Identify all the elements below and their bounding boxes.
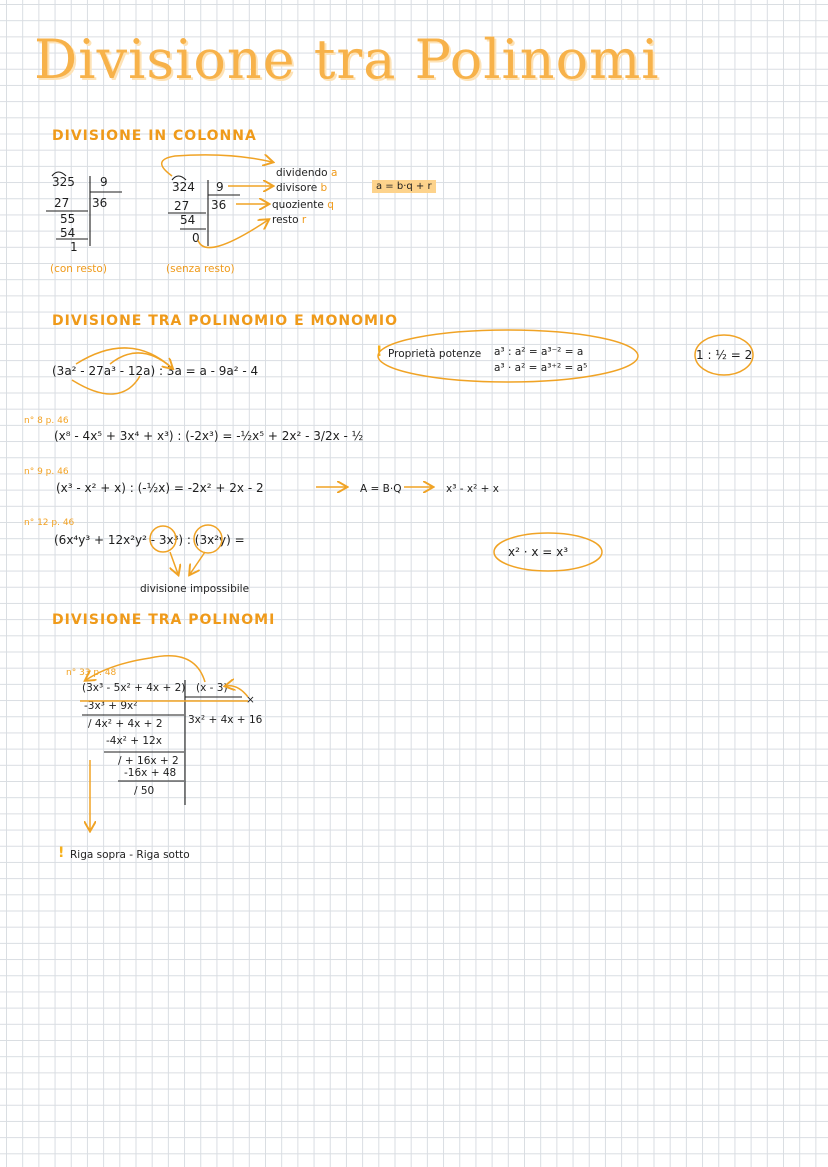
division-step: / 50: [134, 785, 155, 797]
step: 54: [180, 213, 196, 227]
exercise-ref: n° 12 p. 46: [24, 518, 75, 528]
check-result: x³ - x² + x: [446, 483, 499, 495]
dividend: 325: [52, 175, 75, 189]
fraction-outline: [695, 335, 753, 375]
exclamation-icon: !: [58, 845, 65, 861]
dividend: 324: [172, 180, 195, 194]
step: 27: [54, 196, 70, 210]
section-heading-poly-poly: DIVISIONE TRA POLINOMI: [52, 612, 276, 628]
fraction-note: 1 : ½ = 2: [696, 348, 753, 362]
divisor-circle: [194, 525, 222, 553]
long-division-dividend: (3x³ - 5x² + 4x + 2): [82, 682, 186, 694]
check-formula: A = B·Q: [360, 483, 402, 495]
label-divisor: divisore b: [276, 182, 328, 194]
dividend-arc: [172, 176, 186, 180]
label-quotient: quoziente q: [272, 199, 334, 211]
exercise-expression: (x⁸ - 4x⁵ + 3x⁴ + x³) : (-2x³) = -½x⁵ + 2x² - 3/2x - ½: [54, 429, 364, 443]
step: 54: [60, 226, 76, 240]
rule-note: Riga sopra - Riga sotto: [70, 849, 190, 861]
poly-mono-example: (3a² - 27a³ - 12a) : 3a = a - 9a² - 4: [52, 364, 259, 378]
multiply-arrow: [226, 686, 248, 697]
step: 0: [192, 231, 200, 245]
division-step: -16x + 48: [124, 767, 177, 779]
power-outline: [494, 533, 602, 571]
long-division-divisor: (x - 3): [196, 682, 228, 694]
caption-with-rest: (con resto): [50, 263, 107, 275]
property-line-2: a³ · a² = a³⁺² = a⁵: [494, 362, 588, 374]
exercise-ref: n° 9 p. 46: [24, 467, 69, 477]
division-step: / + 16x + 2: [118, 755, 179, 767]
exercise-expression: (x³ - x² + x) : (-½x) = -2x² + 2x - 2: [56, 481, 264, 495]
quotient: 36: [92, 196, 108, 210]
distribute-arc: [72, 376, 140, 394]
step: 1: [70, 240, 78, 254]
divisor: 9: [216, 180, 224, 194]
quotient: 36: [211, 198, 227, 212]
times-symbol: ×: [246, 694, 255, 706]
section-heading-poly-mono: DIVISIONE TRA POLINOMIO E MONOMIO: [52, 313, 399, 329]
label-dividend: dividendo a: [276, 167, 338, 179]
exercise-ref: n° 8 p. 46: [24, 416, 69, 426]
formula-highlight: a = b·q + r: [372, 180, 436, 193]
division-step: -3x³ + 9x²: [84, 700, 138, 712]
long-division-quotient: 3x² + 4x + 16: [188, 714, 263, 726]
impossible-note: divisione impossibile: [140, 583, 250, 595]
impossible-arrow: [170, 552, 178, 574]
property-line-1: a³ : a² = a³⁻² = a: [494, 346, 584, 358]
divisor: 9: [100, 175, 108, 189]
caption-without-rest: (senza resto): [166, 263, 235, 275]
section-heading-column: DIVISIONE IN COLONNA: [52, 128, 257, 144]
term-circle: [150, 526, 176, 552]
property-outline: [378, 330, 638, 382]
division-step: -4x² + 12x: [106, 735, 162, 747]
distribute-arc: [110, 353, 172, 368]
power-note: x² · x = x³: [508, 545, 569, 559]
arrow-dividend: [162, 155, 272, 176]
multiply-arc: [86, 656, 205, 682]
label-rest: resto r: [272, 214, 307, 226]
impossible-arrow: [190, 552, 205, 574]
page-title: Divisione tra Polinomi: [34, 28, 660, 91]
step: 27: [174, 199, 190, 213]
exercise-ref: n° 33 p. 48: [66, 668, 117, 678]
dividend-arc: [52, 172, 66, 176]
step: 55: [60, 212, 76, 226]
division-step: / 4x² + 4x + 2: [88, 718, 163, 730]
exercise-expression: (6x⁴y³ + 12x²y² - 3x³) : (3x²y) =: [54, 533, 245, 547]
property-label: Proprietà potenze: [388, 348, 482, 360]
exclamation-icon: !: [376, 344, 383, 360]
